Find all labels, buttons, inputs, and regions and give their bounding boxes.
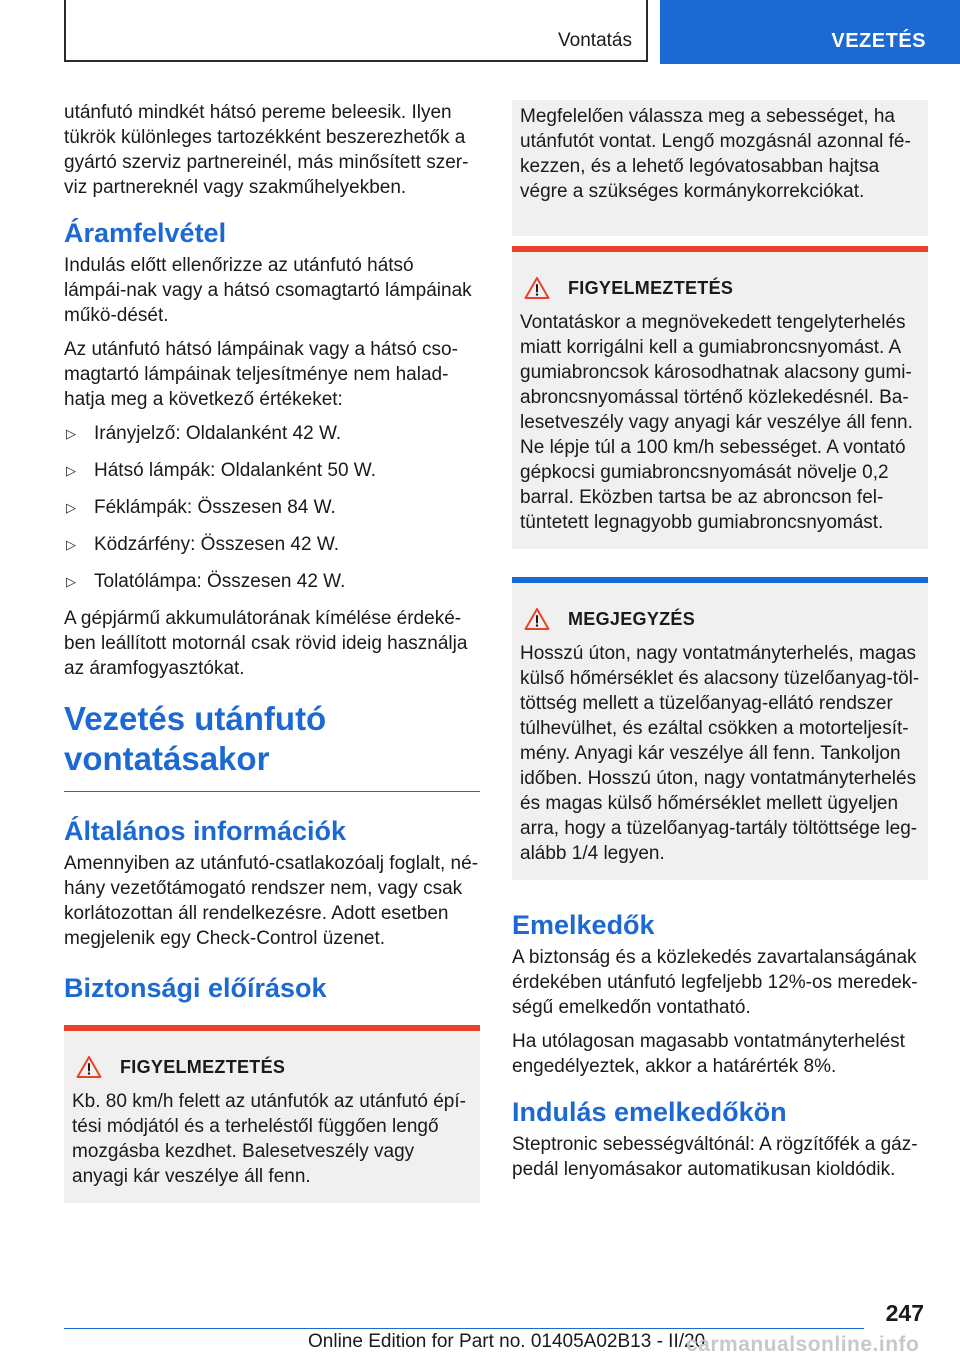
continued-warning-box [512,100,928,236]
heading-main-towing: Vezetés utánfutó vontatásakor [64,699,480,792]
triangle-bullet-icon: ▷ [66,426,76,441]
aram-paragraph-1: Indulás előtt ellenőrizze az utánfutó hátsó lámpái-nak vagy a hátsó csomagtartó lámpáinak műkö-dését. [64,255,472,326]
list-item: ▷ Ködzárfény: Összesen 42 W. [66,534,340,555]
warning-label: FIGYELMEZTETÉS [568,277,734,298]
list-item: ▷ Hátsó lámpák: Oldalanként 50 W. [66,460,376,481]
aram-paragraph-3: A gépjármű akkumulátorának kímélése érdeké-ben leállított motornál csak rövid ideig használja az áramfogyasztókat. [64,608,468,679]
warning-triangle-icon [524,276,550,300]
aram-paragraph-2: Az utánfutó hátsó lámpáinak vagy a hátsó cso-magtartó lámpáinak teljesítménye nem halad-hatja meg a következő értékeket: [64,339,458,410]
heading-aramfelvetel: Áramfelvétel [64,218,227,248]
watermark-text: carmanualsonline.info [686,1333,920,1356]
power-limit-list [64,421,480,594]
list-item: ▷ Féklámpák: Összesen 84 W. [66,497,336,518]
heading-general-info: Általános információk [64,816,347,846]
warning-text: Vontatáskor a megnövekedett tengelyterhelés miatt korrigálni kell a gumiabroncsnyomást. A gumiabroncsok károsodhatnak alacsony gumi-abroncsnyomással történő közlekedésnél. Ba-lesetveszély vagy anyagi kár veszélye áll fenn. Ne lépje túl a 100 km/h sebességet. A vontató gépkocsi gumiabroncsnyomását növelje 0,2 barral. Eközben tartsa be az abroncson fel-tüntetett legnagyobb gumiabroncsnyomást. [520,312,913,533]
triangle-bullet-icon: ▷ [66,463,76,478]
warning-body [512,310,928,549]
header-chapter-title: Vontatás [558,30,632,51]
footer-divider [64,1328,864,1329]
header-section-title: VEZETÉS [831,30,926,52]
warning-body [64,1089,480,1203]
header-section-tab [660,0,960,64]
warning-box-2 [512,246,928,549]
footer-edition: Online Edition for Part no. 01405A02B13 - II/20 [308,1331,706,1352]
triangle-bullet-icon: ▷ [66,574,76,589]
warning-triangle-icon [76,1055,102,1079]
triangle-bullet-icon: ▷ [66,500,76,515]
warning-box-1 [64,1025,480,1203]
continued-warning-text: Megfelelően válassza meg a sebességet, ha utánfutót vontat. Lengő mozgásnál azonnal fé-kezzen, és a lehető legóvatosabban hajtsa végre a szükséges kormánykorrekciókat. [520,106,911,202]
hill-start-paragraph: Steptronic sebességváltónál: A rögzítőfék a gáz-pedál lenyomásakor automatikusan kioldódik. [512,1134,918,1180]
heading-safety: Biztonsági előírások [64,973,327,1003]
warning-header [64,1031,480,1089]
notice-triangle-icon [524,607,550,631]
warning-label: FIGYELMEZTETÉS [120,1056,286,1077]
warning-text: Kb. 80 km/h felett az utánfutók az utánfutó épí-tési módjától és a terheléstől függően lengő mozgásba kezdhet. Balesetveszély vagy anyagi kár veszélye áll fenn. [72,1091,466,1187]
page-number: 247 [885,1300,924,1326]
note-label: MEGJEGYZÉS [568,608,696,629]
note-header [512,583,928,641]
list-item: ▷ Irányjelző: Oldalanként 42 W. [66,423,342,444]
right-column [512,100,928,1191]
note-box [512,577,928,880]
left-column [64,100,480,1231]
list-item: ▷ Tolatólámpa: Összesen 42 W. [66,571,346,592]
note-text: Hosszú úton, nagy vontatmányterhelés, magas külső hőmérséklet és alacsony tüzelőanyag-töl-töttség mellett a tüzelőanyag-ellátó rendszer túlhevülhet, és ezáltal csökken a motorteljesít-mény. Anyagi kár veszélye áll fenn. Tankoljon időben. Hosszú úton, nagy vontatmányterhelés és magas külső hőmérséklet mellett ügyeljen arra, hogy a tüzelőanyag-tartály töltöttsége leg-alább 1/4 legyen. [520,643,920,864]
triangle-bullet-icon: ▷ [66,537,76,552]
heading-hill-start: Indulás emelkedőkön [512,1097,787,1127]
intro-paragraph: utánfutó mindkét hátsó pereme beleesik. Ilyen tükrök különleges tartozékként beszerezhetők a gyártó szerviz partnereinél, más minősített szer-viz partnereknél vagy szakműhelyekben. [64,102,469,198]
header-chapter-tab [64,0,648,62]
general-paragraph: Amennyiben az utánfutó-csatlakozóalj foglalt, né-hány vezetőtámogató rendszer nem, vagy csak korlátozottan áll rendelkezésre. Adott esetben megjelenik egy Check-Control üzenet. [64,853,479,949]
note-body [512,641,928,880]
heading-hills: Emelkedők [512,910,655,940]
hills-paragraph-1: A biztonság és a közlekedés zavartalanságának érdekében utánfutó legfeljebb 12%-os meredek-ségű emelkedőn vontatható. [512,947,918,1018]
hills-paragraph-2: Ha utólagosan magasabb vontatmányterhelést engedélyeztek, akkor a határérték 8%. [512,1031,905,1077]
warning-header [512,252,928,310]
